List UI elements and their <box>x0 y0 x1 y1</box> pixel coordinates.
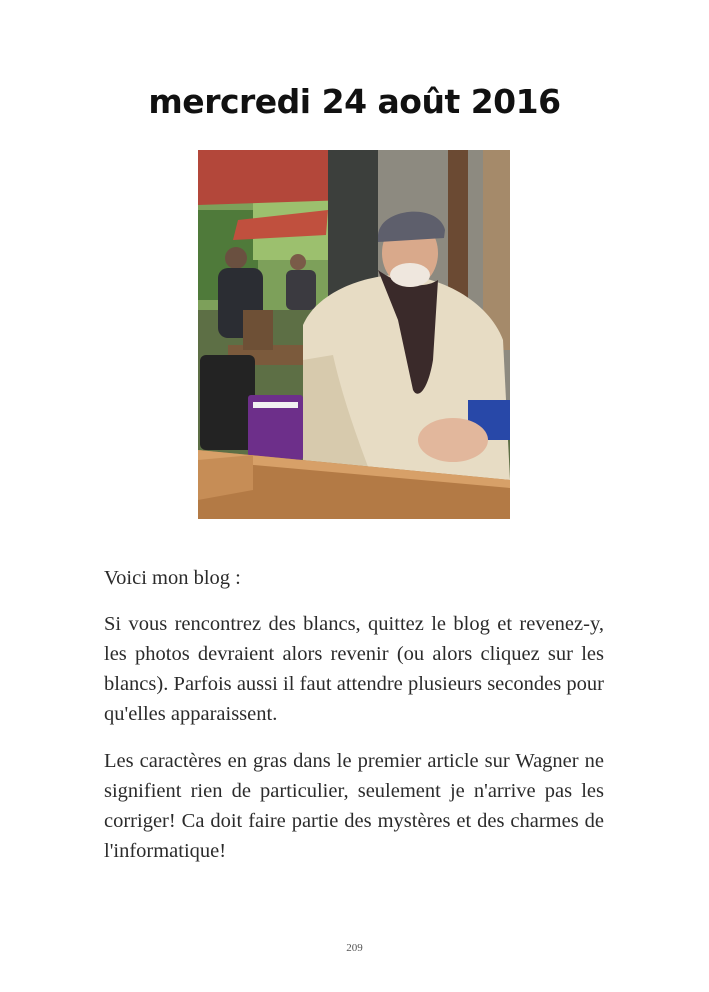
intro-paragraph: Voici mon blog : <box>104 567 241 589</box>
blog-photo <box>198 150 510 519</box>
note-paragraph: Les caractères en gras dans le premier article sur Wagner ne signifient rien de particulier, seulement je n'arrive pas les corriger! Ca doit faire partie des mystères et des charmes de l'informatique! <box>104 750 604 862</box>
post-date-title: mercredi 24 août 2016 <box>148 82 561 121</box>
page-number: 209 <box>346 942 363 954</box>
instructions-paragraph: Si vous rencontrez des blancs, quittez le blog et revenez-y, les photos devraient alors revenir (ou alors cliquez sur les blancs). Parfois aussi il faut attendre plusieurs secondes pour qu'elles apparaissent. <box>104 613 604 725</box>
